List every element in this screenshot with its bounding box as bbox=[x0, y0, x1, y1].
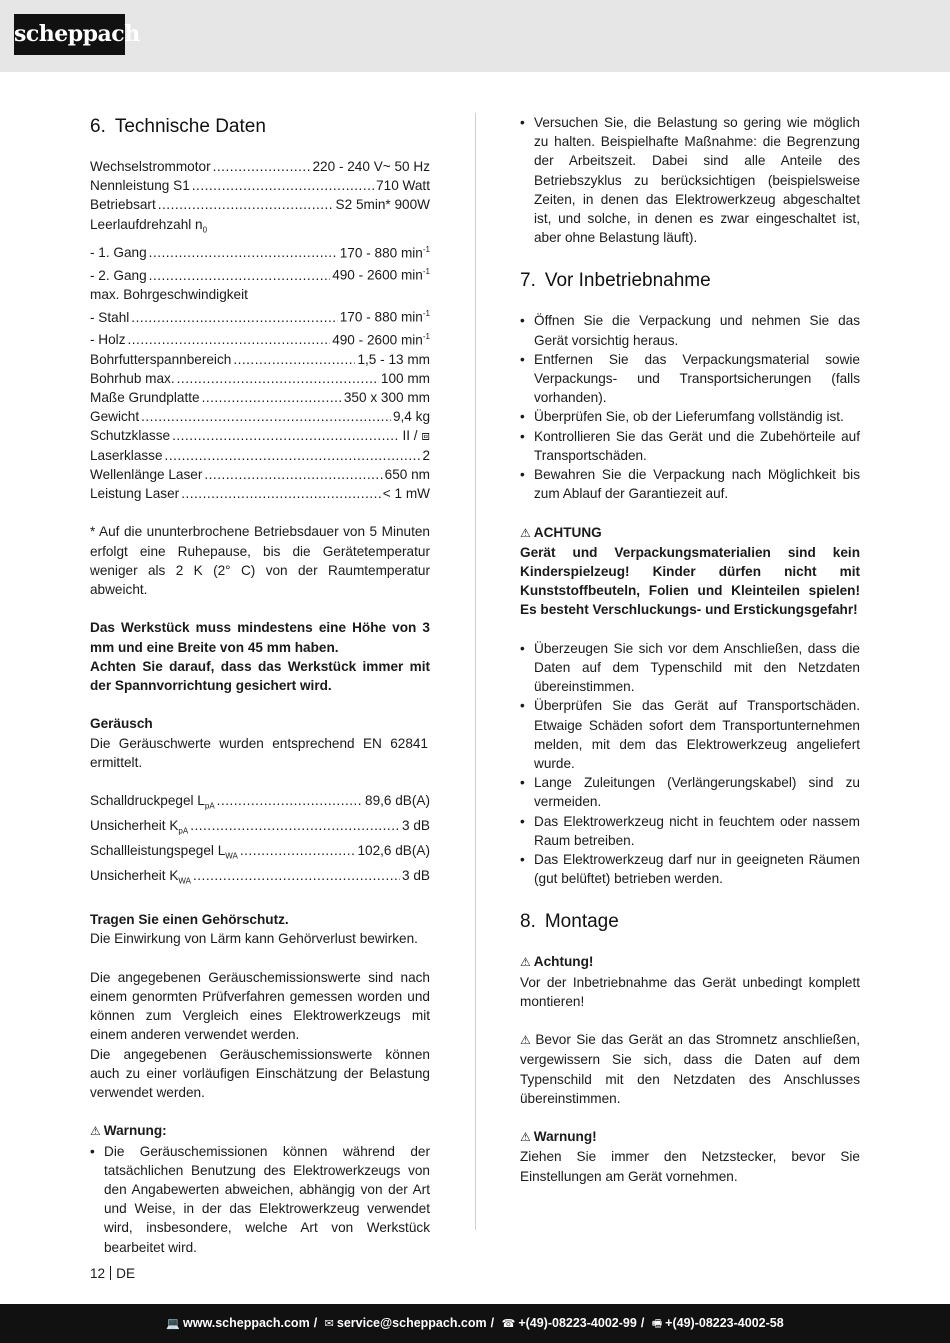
spec-label: Unsicherheit $K_{pA}$ bbox=[90, 818, 189, 836]
spec-label: Nennleistung S1 bbox=[90, 178, 190, 194]
spec-value: 170 - 880 $\min^{-1}$ bbox=[339, 244, 430, 261]
spec-label: Schalldruckpegel $L_{pA}$ bbox=[90, 793, 215, 811]
mount-attention-heading: ⚠ Achtung! bbox=[520, 954, 594, 970]
fax-icon: 🖷 bbox=[651, 1317, 663, 1330]
footnote: * Auf die ununterbrochene Betriebsdauer von 5 Minuten erfolgt eine Ruhepause, bis die Gerätetemperatur weniger als 2 K (2° C) von der Raumtemperatur abweicht. bbox=[90, 524, 430, 598]
spec-value: 3 dB bbox=[402, 818, 430, 834]
spec-row bbox=[90, 240, 430, 263]
spec-value: 2 bbox=[422, 447, 430, 463]
spec-row bbox=[90, 195, 430, 214]
list-item: • Versuchen Sie, die Belastung so gering wie möglich zu halten. Beispielhafte Maßnahme: die Begrenzung der Arbeitszeit. Dabei sind alle Anteile des Betriebszyklus zu berücksichtigen (beispielsweise Zeiten, in denen das Elektrowerkzeug abgeschaltet ist, und solche, in denen es zwar eingeschaltet ist, aber ohne Belastung läuft). bbox=[520, 113, 860, 247]
section-title: Montage bbox=[544, 911, 619, 933]
spec-label: - 1. Gang bbox=[90, 245, 147, 261]
section-6-heading bbox=[90, 113, 430, 141]
warning-icon: ⚠ bbox=[520, 1033, 533, 1048]
list-item: • Lange Zuleitungen (Verlängerungskabel) sind zu vermeiden. bbox=[520, 773, 860, 811]
spec-value: 102,6 dB(A) bbox=[357, 843, 430, 859]
left-column bbox=[90, 113, 430, 1257]
spec-group-label: Leerlaufdrehzahl $n_0$ bbox=[90, 216, 208, 235]
spec-row bbox=[90, 407, 430, 426]
warning-icon: ⚠ bbox=[90, 1124, 101, 1139]
spec-row bbox=[90, 426, 430, 445]
spec-row bbox=[90, 157, 430, 176]
spec-label: Gewicht bbox=[90, 409, 140, 425]
spec-group-label: max. Bohrgeschwindigkeit bbox=[90, 287, 248, 302]
spec-label: - Stahl bbox=[90, 309, 130, 325]
spec-row bbox=[90, 791, 430, 816]
spec-row bbox=[90, 388, 430, 407]
fax-number: +(49)-08223-4002-58 bbox=[665, 1316, 784, 1330]
noise-text: Die Geräuschwerte wurden entsprechend EN 62841 ermittelt. bbox=[90, 735, 428, 770]
warning-list bbox=[90, 1142, 430, 1257]
list-item: • Überzeugen Sie sich vor dem Anschließen, dass die Daten auf dem Typenschild mit den Netzdaten übereinstimmen. bbox=[520, 639, 860, 697]
section-title: Vor Inbetriebnahme bbox=[544, 270, 711, 292]
section-number: 8. bbox=[520, 911, 536, 933]
list-item: • Das Elektrowerkzeug darf nur in geeigneten Räumen (gut belüftet) betrieben werden. bbox=[520, 850, 860, 888]
spec-value: 350 x 300 mm bbox=[343, 390, 430, 406]
workpiece-note: Das Werkstück muss mindestens eine Höhe von 3 mm und eine Breite von 45 mm haben. bbox=[90, 620, 430, 655]
spec-label: Bohrfutterspannbereich bbox=[90, 351, 232, 367]
page-number: 12 DE bbox=[90, 1266, 136, 1281]
hearing-protection-text: Die Einwirkung von Lärm kann Gehörverlust bewirken. bbox=[90, 931, 418, 947]
spec-value: 490 - 2600 $\min^{-1}$ bbox=[332, 267, 430, 283]
attention-heading: ⚠ ACHTUNG bbox=[520, 524, 602, 540]
specs-list bbox=[90, 157, 430, 503]
spec-value: 650 nm bbox=[384, 466, 430, 482]
spec-label: Schallleistungspegel $L_{WA}$ bbox=[90, 843, 238, 861]
phone-icon: ☎ bbox=[501, 1317, 516, 1330]
spec-row bbox=[90, 176, 430, 195]
check-list bbox=[520, 639, 860, 889]
noise-specs bbox=[90, 791, 430, 891]
column-divider bbox=[475, 113, 476, 1230]
spec-value: 3 dB bbox=[402, 868, 430, 884]
spec-label: Wellenlänge Laser bbox=[90, 466, 203, 482]
spec-value: II / ⧈ bbox=[402, 428, 430, 444]
spec-label: Wechselstrommotor bbox=[90, 159, 211, 174]
spec-label: Laserklasse bbox=[90, 447, 163, 463]
spec-value: 1,5 - 13 mm bbox=[357, 351, 430, 367]
list-item: • Überprüfen Sie das Gerät auf Transportschäden. Etwaige Schäden sofort dem Transportunternehmen melden, mit dem das Elektrowerkzeug angeliefert wurde. bbox=[520, 696, 860, 773]
hearing-protection-heading: Tragen Sie einen Gehörschutz. bbox=[90, 912, 289, 928]
right-column bbox=[520, 113, 860, 1186]
section-title: Technische Daten bbox=[114, 116, 266, 137]
spec-row bbox=[90, 816, 430, 841]
spec-row bbox=[90, 465, 430, 484]
spec-value: < 1 mW bbox=[382, 486, 430, 502]
warning-icon: ⚠ bbox=[520, 955, 531, 970]
spec-label: Betriebsart bbox=[90, 197, 156, 213]
mail-icon: ✉ bbox=[324, 1317, 334, 1330]
mount-warning-heading: ⚠ Warnung! bbox=[520, 1129, 597, 1145]
list-item: • Die Geräuschemissionen können während der tatsächlichen Benutzung des Elektrowerkzeugs von den Angabewerten abweichen, abhängig von der Art und Weise, in der das Elektrowerkzeug verwendet wird, insbesondere, welche Art von Werkstück bearbeitet wird. bbox=[90, 1142, 430, 1257]
spec-row bbox=[90, 327, 430, 350]
email-link[interactable]: service@scheppach.com bbox=[336, 1316, 487, 1330]
list-item: • Bewahren Sie die Verpackung nach Möglichkeit bis zum Ablauf der Garantiezeit auf. bbox=[520, 465, 860, 503]
website-link[interactable]: www.scheppach.com bbox=[183, 1316, 310, 1330]
emission-text: Die angegebenen Geräuschemissionswerte sind nach einem genormten Prüfverfahren gemessen worden und können zum Vergleich eines Elektrowerkzeugs mit einem anderen verwendet werden. bbox=[90, 969, 430, 1043]
spec-label: Schutzklasse bbox=[90, 428, 171, 444]
spec-value: 490 - 2600 $\min^{-1}$ bbox=[332, 331, 430, 348]
spec-row bbox=[90, 262, 430, 285]
spec-value: 220 - 240 V~ 50 Hz bbox=[312, 159, 430, 174]
spec-row bbox=[90, 866, 430, 891]
spec-value: 89,6 dB(A) bbox=[365, 793, 430, 809]
list-item: • Überprüfen Sie, ob der Lieferumfang vollständig ist. bbox=[520, 407, 860, 426]
noise-heading: Geräusch bbox=[90, 716, 153, 732]
computer-icon: 💻 bbox=[166, 1317, 181, 1330]
spec-value: 100 mm bbox=[380, 370, 430, 386]
spec-label: Maße Grundplatte bbox=[90, 390, 200, 406]
spec-value: 170 - 880 $\min^{-1}$ bbox=[339, 309, 430, 325]
clamp-note: Achten Sie darauf, dass das Werkstück immer mit der Spannvorrichtung gesichert wird. bbox=[90, 658, 430, 694]
warning-heading: ⚠ Warnung: bbox=[90, 1123, 167, 1139]
spec-row bbox=[90, 369, 430, 388]
spec-label: Leistung Laser bbox=[90, 486, 180, 502]
section-number: 7. bbox=[520, 270, 536, 292]
spec-value: 9,4 kg bbox=[392, 409, 430, 425]
attention-text: Gerät und Verpackungsmaterialien sind kein Kinderspielzeug! Kinder dürfen nicht mit Kunststoffbeuteln, Folien und Kleinteilen spielen! Es besteht Verschluckungs- und Erstickungsgefahr! bbox=[520, 544, 860, 618]
spec-label: - Holz bbox=[90, 332, 126, 348]
emission-text: Die angegebenen Geräuschemissionswerte können auch zu einer vorläufigen Einschätzung der Belastung verwendet werden. bbox=[90, 1046, 430, 1100]
section-8-heading bbox=[520, 908, 860, 936]
section-7-heading bbox=[520, 267, 860, 295]
scheppach-logo: scheppach bbox=[14, 14, 125, 55]
footer-contact-bar: 💻 www.scheppach.com / ✉ service@scheppach.com / ☎ +(49)-08223-4002-99 / 🖷 +(49)-08223-4002-58 bbox=[0, 1304, 950, 1343]
spec-row bbox=[90, 350, 430, 369]
mount-attention-text: Vor der Inbetriebnahme das Gerät unbedingt komplett montieren! bbox=[520, 974, 860, 1009]
spec-label: - 2. Gang bbox=[90, 267, 147, 283]
list-item: • Entfernen Sie das Verpackungsmaterial sowie Verpackungs- und Transportsicherungen (falls vorhanden). bbox=[520, 350, 860, 408]
mount-power-text: ⚠ Bevor Sie das Gerät an das Stromnetz anschließen, vergewissern Sie sich, dass die Daten auf dem Typenschild mit den Netzdaten des Anschlusses übereinstimmen. bbox=[520, 1032, 860, 1106]
list-item: • Öffnen Sie die Verpackung und nehmen Sie das Gerät vorsichtig heraus. bbox=[520, 311, 860, 349]
spec-value: 710 Watt bbox=[376, 178, 430, 194]
spec-label: Unsicherheit $K_{WA}$ bbox=[90, 868, 191, 886]
spec-row bbox=[90, 304, 430, 327]
spec-row bbox=[90, 484, 430, 503]
spec-row bbox=[90, 841, 430, 866]
spec-label: Bohrhub max. bbox=[90, 370, 175, 386]
list-item: • Kontrollieren Sie das Gerät und die Zubehörteile auf Transportschäden. bbox=[520, 427, 860, 465]
section-number: 6. bbox=[90, 116, 106, 137]
warning-icon: ⚠ bbox=[520, 525, 531, 540]
phone-number: +(49)-08223-4002-99 bbox=[518, 1316, 637, 1330]
list-item: • Das Elektrowerkzeug nicht in feuchtem oder nassem Raum betreiben. bbox=[520, 812, 860, 850]
warning-icon: ⚠ bbox=[520, 1130, 531, 1145]
header-bar bbox=[0, 0, 950, 72]
load-list bbox=[520, 113, 860, 247]
mount-warning-text: Ziehen Sie immer den Netzstecker, bevor Sie Einstellungen am Gerät vornehmen. bbox=[520, 1149, 860, 1184]
unpacking-list bbox=[520, 311, 860, 503]
spec-value: S2 5min* 900W bbox=[335, 197, 430, 213]
spec-row bbox=[90, 446, 430, 465]
